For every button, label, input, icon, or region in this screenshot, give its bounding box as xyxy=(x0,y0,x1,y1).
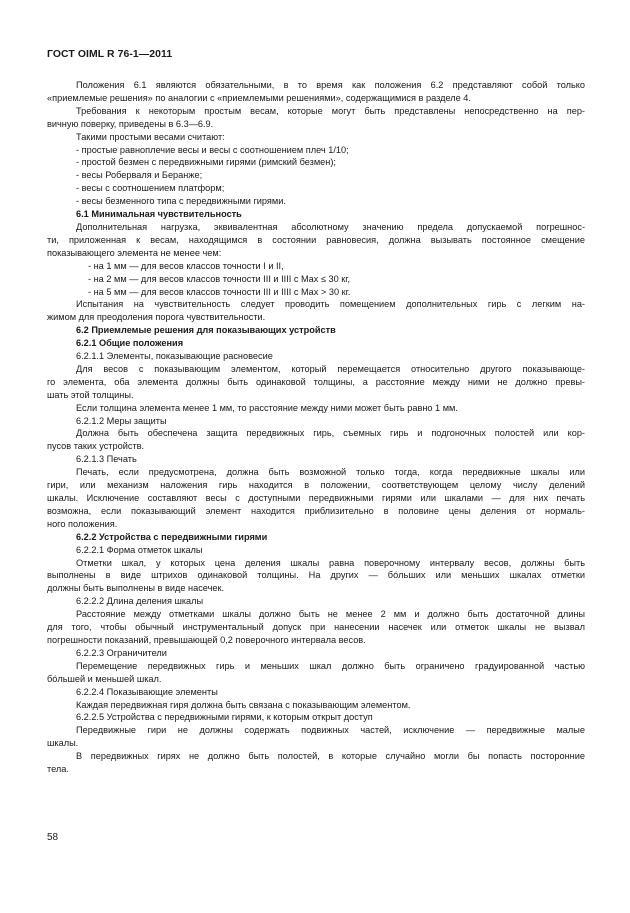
text-line: - на 2 мм — для весов классов точности III и IIII с Max ≤ 30 кг, xyxy=(88,273,351,284)
text-line: - на 5 мм — для весов классов точности III и IIII с Max > 30 кг. xyxy=(88,286,351,297)
text-line: Каждая передвижная гиря должна быть связана с показывающим элементом. xyxy=(76,699,411,710)
text-line: показывающего элемента не менее чем: xyxy=(47,247,222,258)
text-line: шкалы. Исключение составляют весы с доступными передвижными гирями или шкалами — для них печать xyxy=(47,493,585,503)
text-line: вичную поверку, приведены в 6.3—6.9. xyxy=(47,118,214,129)
text-line: - простой безмен с передвижными гирями (римский безмен); xyxy=(76,157,336,168)
text-line: 6.2.2.2 Длина деления шкалы xyxy=(76,596,204,607)
text-line: для того, чтобы обычный инструментальный допуск при нанесении насечек или отметок шкалы не вызвал xyxy=(47,622,585,633)
page-number: 58 xyxy=(47,832,59,843)
text-line: 6.2.2.1 Форма отметок шкалы xyxy=(76,544,203,555)
text-line: гири, или механизм наложения гирь находится в положении, соответствующем целому числу делений xyxy=(47,480,585,491)
section-heading: 6.2.1 Общие положения xyxy=(76,338,184,349)
text-line: Если толщина элемента менее 1 мм, то расстояние между ними может быть равно 1 мм. xyxy=(76,402,458,413)
text-line: - простые равноплечие весы и весы с соотношением плеч 1/10; xyxy=(76,144,349,155)
text-line: - весы безменного типа с передвижными гирями. xyxy=(76,196,286,207)
text-line: 6.2.2.3 Ограничители xyxy=(76,647,167,658)
text-line: 6.2.1.1 Элементы, показывающие расновесие xyxy=(76,351,273,362)
text-line: Печать, если предусмотрена, должна быть возможной только тогда, когда передвижные шкалы или xyxy=(76,467,585,478)
section-heading: 6.2.2 Устройства с передвижными гирями xyxy=(76,531,268,542)
text-line: Перемещение передвижных гирь и меньших шкал должно быть ограничено градуированной частью xyxy=(76,660,585,671)
text-line: Для весов с показывающим элементом, который перемещается относительно другого показывающе- xyxy=(76,363,585,374)
text-line: Отметки шкал, у которых цена деления шкалы равна поверочному интервалу весов, должны быть xyxy=(76,557,585,568)
text-line: выполнены в виде штрихов одинаковой толщины. На других — бóльших или меньших шкалах отметки xyxy=(47,570,585,581)
text-line: - на 1 мм — для весов классов точности I и II, xyxy=(88,260,284,271)
text-line: ного положения. xyxy=(47,518,118,529)
document-body xyxy=(47,79,585,776)
text-line: ти, приложенная к весам, находящимся в состоянии равновесия, должна вызывать постоянное смещение xyxy=(47,234,585,245)
text-line: должны быть выполнены в виде насечек. xyxy=(47,583,225,594)
text-line: Испытания на чувствительность следует проводить помещением дополнительных гирь с легким на- xyxy=(76,299,585,310)
text-line: пусов таких устройств. xyxy=(47,441,145,452)
text-line: шкалы. xyxy=(47,738,79,749)
text-line: го элемента, оба элемента должны быть одинаковой толщины, а расстояние между ними не должно превы- xyxy=(47,376,585,387)
text-line: 6.2.2.5 Устройства с передвижными гирями, к которым открыт доступ xyxy=(76,712,373,723)
text-line: 6.2.2.4 Показывающие элементы xyxy=(76,686,218,697)
text-line: тела. xyxy=(47,764,69,775)
section-heading: 6.2 Приемлемые решения для показывающих устройств xyxy=(76,325,336,336)
text-line: В передвижных гирях не должно быть полостей, в которые случайно могли бы попасть посторонние xyxy=(76,751,585,762)
text-line: Передвижные гири не должны содержать подвижных частей, исключение — передвижные малые xyxy=(76,725,585,736)
text-line: 6.2.1.2 Меры защиты xyxy=(76,415,167,426)
text-line: Такими простыми весами считают: xyxy=(76,131,225,142)
section-heading: 6.1 Минимальная чувствительность xyxy=(76,209,242,220)
text-line: Положения 6.1 являются обязательными, в то время как положения 6.2 представляют собой только xyxy=(76,80,585,90)
text-line: погрешности показаний, превышающей 0,2 поверочного интервала весов. xyxy=(47,634,366,645)
text-line: шать этой толщины. xyxy=(47,389,134,400)
text-line: - весы с соотношением платформ; xyxy=(76,183,225,194)
text-line: возможна, если показывающий элемент находится приблизительно в половине цены деления от нормаль- xyxy=(47,505,585,516)
text-line: Расстояние между отметками шкалы должно быть не менее 2 мм и должно быть достаточной длины xyxy=(76,609,585,620)
text-line: «приемлемые решения» по аналогии с «приемлемыми решениями», содержащимися в разделе 4. xyxy=(47,92,471,103)
text-line: - весы Роберваля и Беранже; xyxy=(76,170,203,181)
text-line: бóльшей и меньшей шкал. xyxy=(47,673,162,684)
text-line: Должна быть обеспечена защита передвижных гирь, съемных гирь и подгоночных полостей или кор- xyxy=(76,428,585,439)
text-line: 6.2.1.3 Печать xyxy=(76,454,137,465)
document-header: ГОСТ OIML R 76-1—2011 xyxy=(47,49,173,60)
text-line: Требования к некоторым простым весам, которые могут быть представлены непосредственно на пер- xyxy=(76,105,585,116)
text-line: жимом для преодоления порога чувствительности. xyxy=(47,312,266,323)
text-line: Дополнительная нагрузка, эквивалентная абсолютному значению предела допускаемой погрешнос- xyxy=(76,221,585,232)
